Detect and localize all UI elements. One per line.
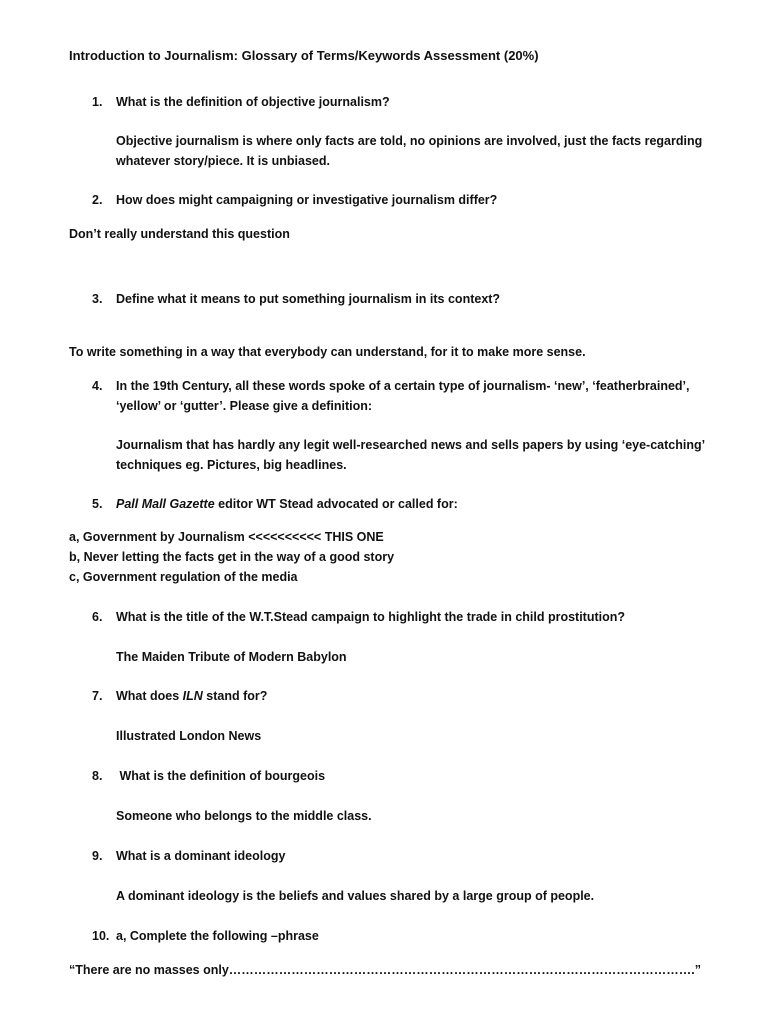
option-c: c, Government regulation of the media: [69, 570, 298, 584]
option-b: b, Never letting the facts get in the way of a good story: [69, 550, 395, 564]
question-number-3: 3.: [92, 292, 103, 306]
option-a: a, Government by Journalism <<<<<<<<<< THIS ONE: [69, 530, 384, 544]
answer-9: A dominant ideology is the beliefs and values shared by a large group of people.: [116, 889, 595, 903]
question-number-7: 7.: [92, 689, 103, 703]
question-number-4: 4.: [92, 379, 103, 393]
answer-3: To write something in a way that everybody can understand, for it to make more sense.: [69, 345, 586, 359]
document-title: Introduction to Journalism: Glossary of Terms/Keywords Assessment (20%): [69, 48, 539, 63]
question-7-pre: What does: [116, 689, 183, 703]
question-number-8: 8.: [92, 769, 103, 783]
answer-1-line-2: whatever story/piece. It is unbiased.: [116, 154, 330, 168]
publication-name: Pall Mall Gazette: [116, 497, 215, 511]
question-10: a, Complete the following –phrase: [116, 929, 319, 943]
question-5-text: editor WT Stead advocated or called for:: [214, 497, 458, 511]
question-1: What is the definition of objective journalism?: [116, 95, 390, 109]
question-number-10: 10.: [92, 929, 110, 943]
question-number-9: 9.: [92, 849, 103, 863]
answer-8: Someone who belongs to the middle class.: [116, 809, 372, 823]
answer-7: Illustrated London News: [116, 729, 262, 743]
question-5: [116, 494, 458, 514]
question-3: Define what it means to put something journalism in its context?: [116, 292, 501, 306]
answer-10-phrase: “There are no masses only………………………………………………………………………………………………….”: [69, 963, 702, 977]
question-number-2: 2.: [92, 193, 103, 207]
answer-2: Don’t really understand this question: [69, 227, 290, 241]
question-6: What is the title of the W.T.Stead campaign to highlight the trade in child prostitution?: [116, 610, 626, 624]
question-7: [116, 686, 267, 706]
question-7-post: stand for?: [202, 689, 268, 703]
question-8: What is the definition of bourgeois: [116, 769, 326, 783]
answer-6: The Maiden Tribute of Modern Babylon: [116, 650, 347, 664]
question-number-6: 6.: [92, 610, 103, 624]
question-number-5: 5.: [92, 497, 103, 511]
question-2: How does might campaigning or investigative journalism differ?: [116, 193, 498, 207]
question-9: What is a dominant ideology: [116, 849, 286, 863]
answer-1-line-1: Objective journalism is where only facts are told, no opinions are involved, just the facts regarding: [116, 134, 703, 148]
abbreviation-iln: ILN: [182, 689, 203, 703]
answer-4-line-1: Journalism that has hardly any legit well-researched news and sells papers by using ‘eye-catching’: [116, 438, 706, 452]
question-4-line-2: ‘yellow’ or ‘gutter’. Please give a definition:: [116, 399, 373, 413]
question-4-line-1: In the 19th Century, all these words spoke of a certain type of journalism- ‘new’, ‘featherbrained’,: [116, 379, 690, 393]
question-number-1: 1.: [92, 95, 103, 109]
answer-4-line-2: techniques eg. Pictures, big headlines.: [116, 458, 347, 472]
